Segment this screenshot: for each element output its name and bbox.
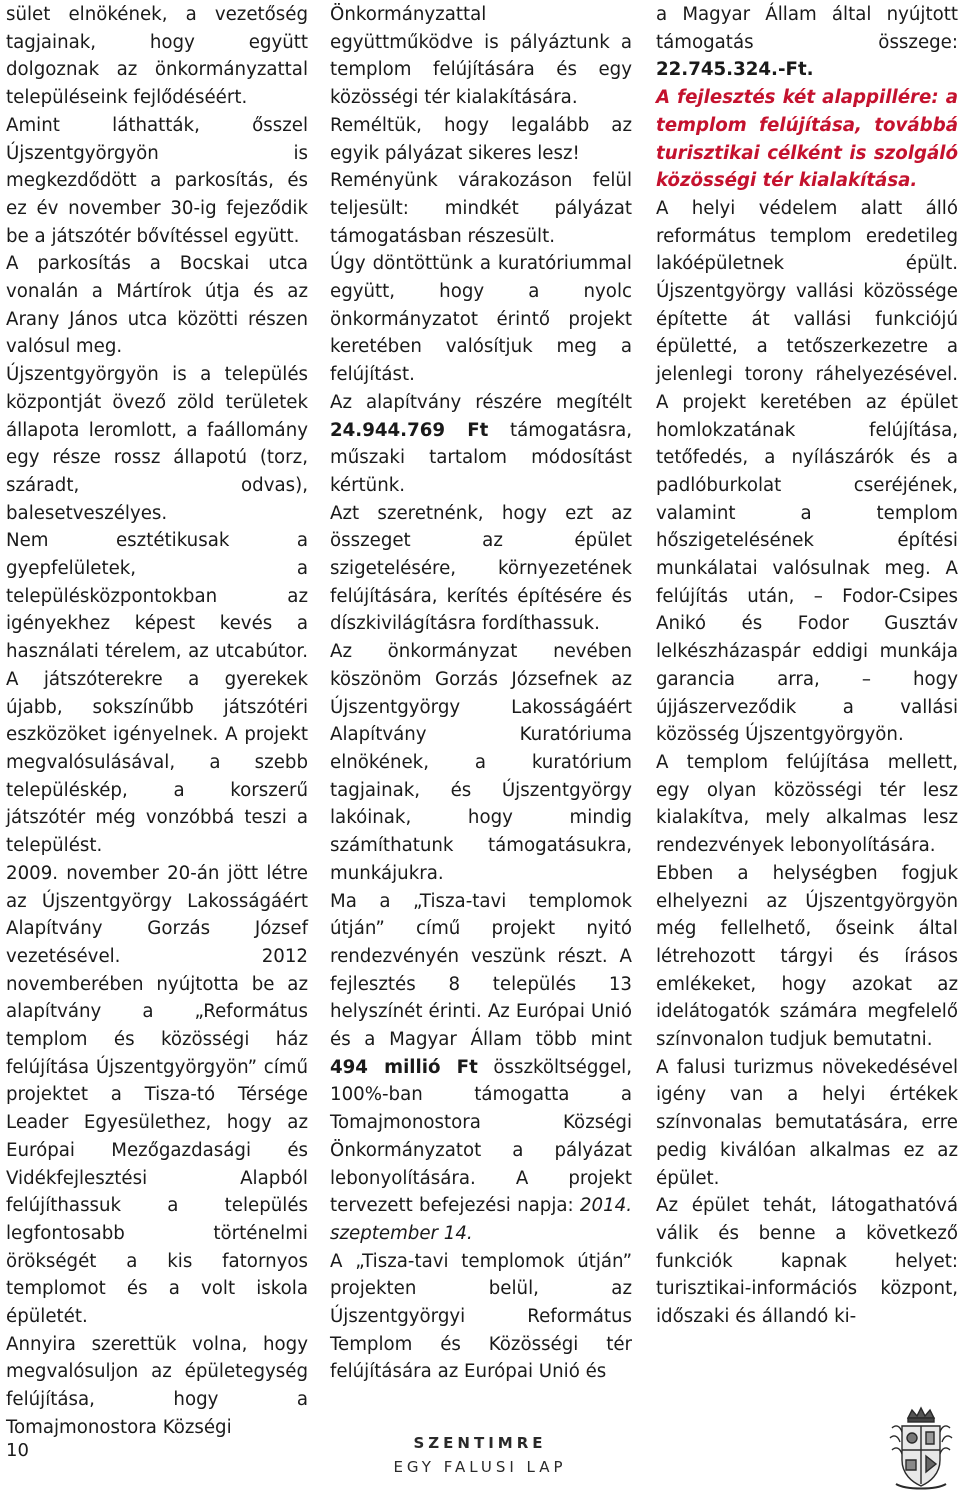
paragraph — [330, 888, 632, 1248]
column-2 — [330, 1, 632, 1386]
masthead-subtitle: EGY FALUSI LAP — [393, 1458, 567, 1476]
paragraph: Újszentgyörgyön is a település központját övező zöld területek állapota leromlott, a faállomány egy része rossz állapotú (torz, száradt, odvas), balesetveszélyes. — [6, 364, 308, 524]
paragraph: Reméltük, hogy legalább az egyik pályázat sikeres lesz! — [330, 114, 632, 164]
coat-of-arms-icon — [886, 1404, 956, 1494]
date: 2014. szeptember 14. — [330, 1195, 632, 1244]
masthead-title: SZENTIMRE — [413, 1434, 547, 1452]
text: Ma a „Tisza-tavi templomok útján” című projekt nyitó rendezvényén veszünk részt. A fejlesztés 8 település 13 helyszínét érinti. Az Európai Unió és a Magyar Állam több mint — [330, 890, 632, 1051]
paragraph: Amint láthatták, ősszel Újszentgyörgyön is megkezdődött a parkosítás, és ez év november 30-ig fejeződik be a játszótér bővítéssel együtt. — [6, 114, 308, 247]
paragraph: Azt szeretnénk, hogy ezt az összeget az épület szigetelésére, környezetének felújítására, kerítés építésére és díszkivilágításra fordíthassuk. — [330, 502, 632, 635]
paragraph: A parkosítás a Bocskai utca vonalán a Mártírok útja és az Arany János utca közötti részen valósul meg. — [6, 253, 308, 358]
column-3 — [656, 1, 958, 1331]
paragraph: A „Tisza-tavi templomok útján” projekten belül, az Újszentgyörgyi Református Templom és Közösségi tér felújítására az Európai Unió és — [330, 1250, 632, 1383]
text: támogatásra, műszaki tartalom módosítást kértünk. — [330, 419, 632, 496]
paragraph: Önkormányzattal együttműködve is pályáztunk a templom felújítására és egy közösségi tér kialakítására. — [330, 4, 632, 109]
paragraph: A helyi védelem alatt álló református templom eredetileg lakóépületnek épült. Újszentgyörgy vallási közössége építette át vallási funkciójú épületté, a tetőszerkezetre a jelenlegi torony ráhelyezésével. A projekt keretében az épület homlokzatának felújítása, tetőfedés, a nyílászárók és a padlóburkolat cseréjének, valamint a templom hőszigetelésének építési munkálatai valósulnak meg. A felújítás után, – Fodor-Csipes Anikó és Fodor Gusztáv lelkészházaspár eddigi munkája garancia arra, – hogy újjászerveződik a vallási közösség Újszentgyörgyön. — [656, 197, 958, 746]
page-number: 10 — [6, 1440, 29, 1461]
paragraph: Annyira szerettük volna, hogy megvalósuljon az épületegység felújítása, hogy a Tomajmonostora Községi — [6, 1333, 308, 1438]
amount: 22.745.324.-Ft. — [656, 59, 814, 81]
amount: 494 millió Ft — [330, 1056, 478, 1078]
paragraph: 2009. november 20-án jött létre az Újszentgyörgy Lakosságáért Alapítvány Gorzás József vezetésével. 2012 novemberében nyújtotta be az alapítvány a „Református templom és közösségi ház felújítása Újszentgyörgyön” című projektet a Tisza-tó Térsége Leader Egyesülethez, hogy az Európai Mezőgazdasági és Vidékfejlesztési Alapból felújíthassuk a település legfontosabb történelmi örökségét a kis fatornyos templomot és a volt iskola épületét. — [6, 862, 308, 1328]
highlight-paragraph: A fejlesztés két alappillére: a templom felújítása, továbbá turisztikai célként is szolgáló közösségi tér kialakítása. — [656, 87, 958, 192]
paragraph: A templom felújítása mellett, egy olyan közösségi tér lesz kialakítva, mely alkalmas lesz rendezvények lebonyolítására. — [656, 751, 958, 857]
paragraph: sület elnökének, a vezetőség tagjainak, hogy együtt dolgoznak az önkormányzattal településeink fejlődéséért. — [6, 4, 308, 109]
paragraph: Nem esztétikusak a gyepfelületek, a településközpontokban az igényekhez képest kevés a használati térelem, az utcabútor. A játszóterekre a gyerekek újabb, sokszínűbb játszótéri eszközöket igényelnek. A projekt megvalósulásával, a szebb településkép, a korszerű játszótér még vonzóbbá teszi a települést. — [6, 530, 308, 857]
amount: 24.944.769 Ft — [330, 419, 489, 441]
column-1 — [6, 1, 308, 1442]
paragraph: Az önkormányzat nevében köszönöm Gorzás Józsefnek az Újszentgyörgy Lakosságáért Alapítvány Kuratóriuma elnökének, a kuratórium tagjainak, és Újszentgyörgy lakóinak, hogy mindig számíthatunk támogatásukra, munkájukra. — [330, 641, 632, 884]
paragraph: Ebben a helységben fogjuk elhelyezni az Újszentgyörgyön még fellelhető, őseink által létrehozott tárgyi és írásos emlékeket, hogy azokat az idelátogatók számára megfelelő színvonalon tudjuk bemutatni. — [656, 862, 958, 1051]
paragraph — [330, 389, 632, 500]
paragraph: A falusi turizmus növekedésével igény van a helyi értékek színvonalas bemutatására, erre pedig kiválóan alkalmas ez az épület. — [656, 1056, 958, 1189]
paragraph: Úgy döntöttünk a kuratóriummal együtt, hogy a nyolc önkormányzatot érintő projekt keretében valósítjuk meg a felújítást. — [330, 253, 632, 386]
paragraph: Reményünk várakozáson felül teljesült: mindkét pályázat támogatásban részesült. — [330, 170, 632, 247]
text: összköltséggel, 100%-ban támogatta a Tomajmonostora Községi Önkormányzatot a pályázat lebonyolítására. A projekt tervezett befejezési napja: — [330, 1056, 632, 1217]
paragraph — [656, 1, 958, 84]
text: Az alapítvány részére megítélt — [330, 391, 632, 413]
text: a Magyar Állam által nyújtott támogatás összege: — [656, 4, 958, 53]
paragraph: Az épület tehát, látogathatóvá válik és benne a következő funkciók kapnak helyet: turisztikai-információs központ, időszaki és állandó ki- — [656, 1195, 958, 1328]
